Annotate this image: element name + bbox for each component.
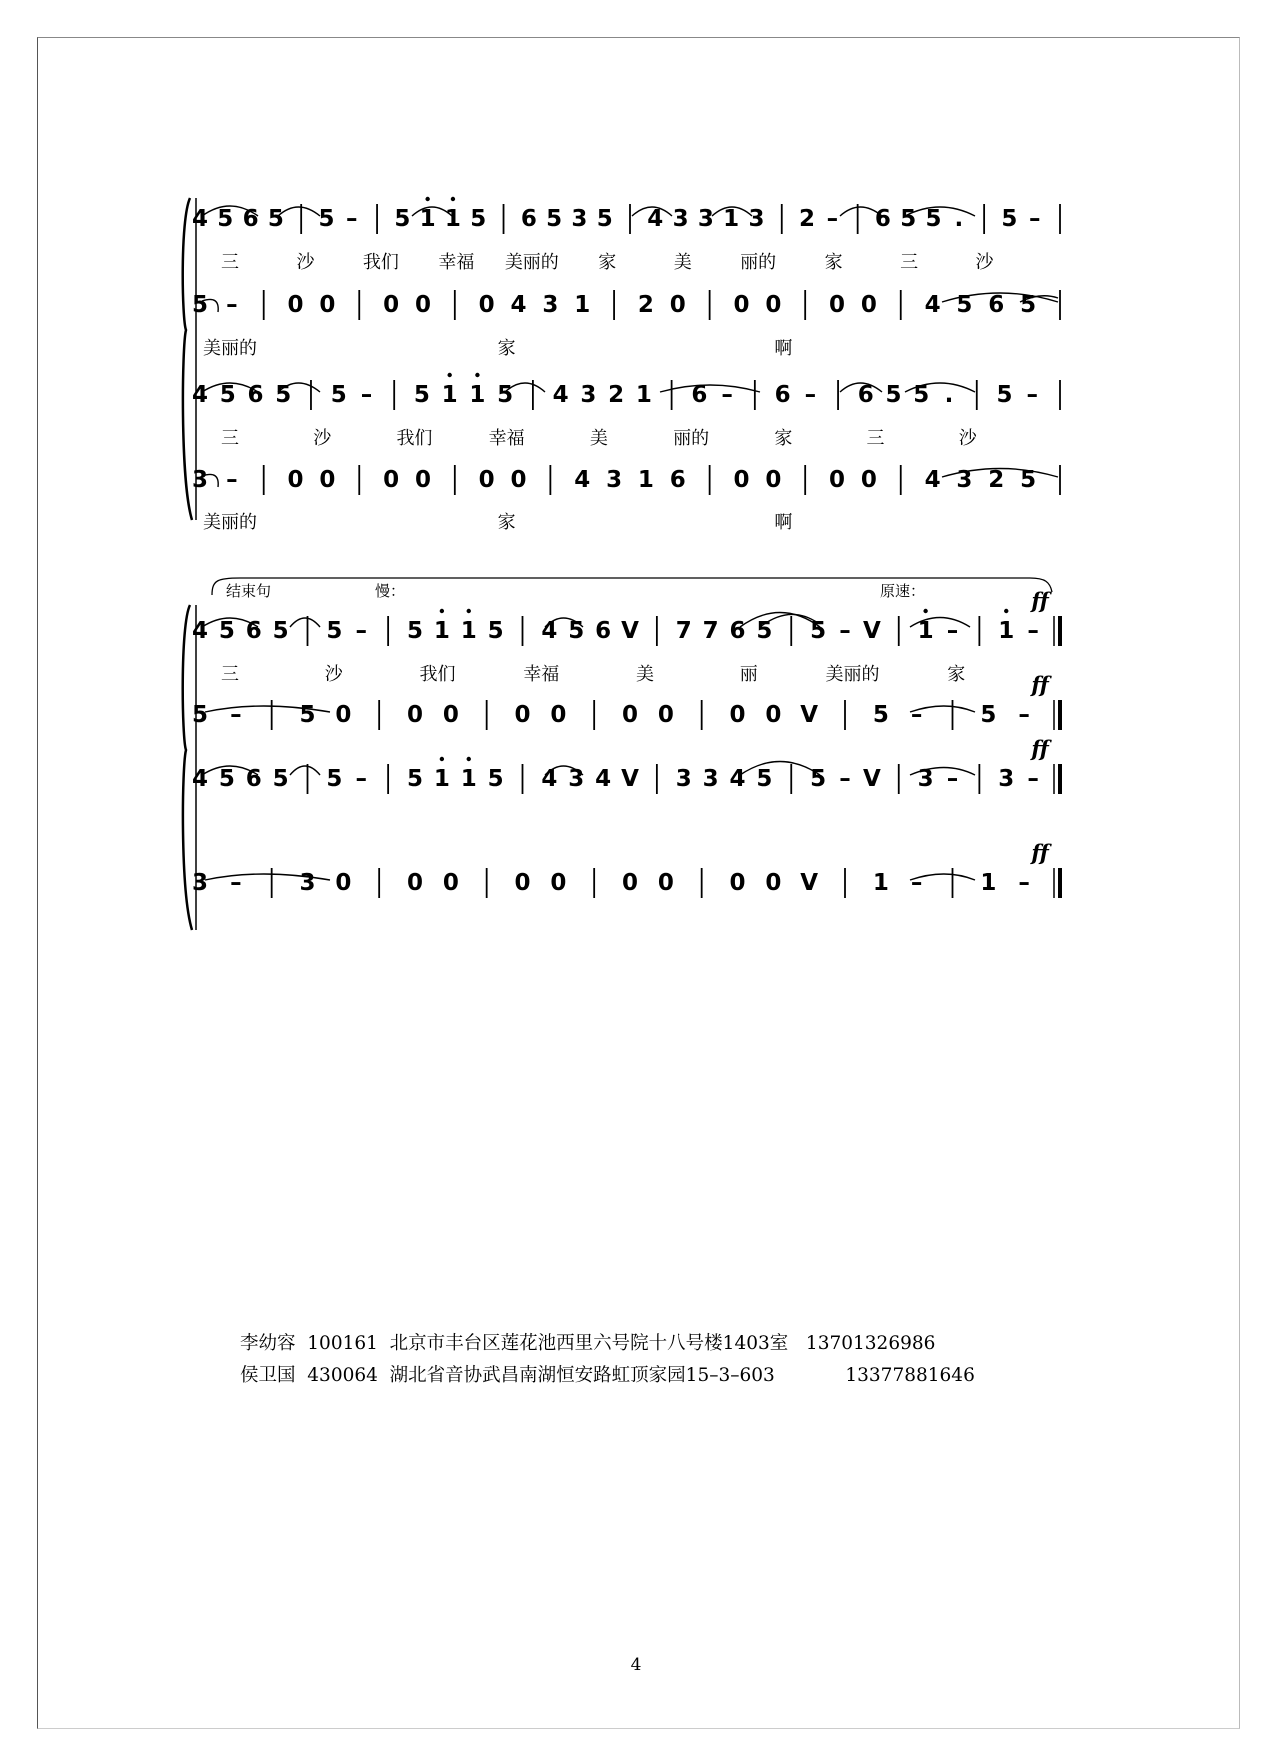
jianpu-note: – [839, 618, 851, 644]
jianpu-note: – [346, 206, 358, 232]
jianpu-note: 6 [729, 618, 746, 644]
jianpu-note: 0 [729, 702, 746, 728]
jianpu-note: 3 [697, 206, 714, 232]
jianpu-note: 3 [568, 766, 585, 792]
lyric: 美丽的 [825, 664, 880, 685]
jianpu-note: 1 [469, 382, 486, 408]
jianpu-note: 3 [672, 206, 689, 232]
jianpu-note: . [954, 206, 964, 232]
high-octave-dot [467, 757, 471, 761]
jianpu-note: 5 [900, 206, 917, 232]
jianpu-note: 5 [272, 766, 289, 792]
lyric: 我们 [362, 252, 399, 273]
jianpu-note: 5 [913, 382, 930, 408]
jianpu-note: V [621, 618, 639, 644]
jianpu-note: 0 [657, 702, 674, 728]
jianpu-note: 5 [487, 766, 504, 792]
jianpu-note: – [946, 766, 959, 792]
jianpu-note: 5 [406, 618, 424, 644]
jianpu-note: 2 [608, 382, 625, 408]
high-octave-dot [451, 197, 455, 201]
lyric: 家 [598, 252, 617, 273]
jianpu-note: 0 [765, 467, 782, 493]
lyric: 三 [900, 252, 919, 273]
jianpu-note: 5 [218, 766, 235, 792]
high-octave-dot [923, 609, 927, 613]
jianpu-note: – [1018, 870, 1030, 896]
jianpu-note: – [360, 382, 373, 408]
contact-2-address: 湖北省音协武昌南湖恒安路虹顶家园15–3–603 [389, 1365, 775, 1386]
contact-1-name: 李幼容 [240, 1333, 296, 1354]
jianpu-note: 0 [765, 292, 782, 318]
jianpu-note: 6 [247, 382, 264, 408]
jianpu-note: 5 [470, 206, 487, 232]
jianpu-note: 0 [510, 467, 527, 493]
jianpu-note: . [944, 382, 954, 408]
jianpu-note: 3 [299, 870, 316, 896]
lyric: 幸福 [488, 428, 525, 449]
dynamic-marking: ff [1031, 588, 1049, 613]
jianpu-note: 5 [996, 382, 1013, 408]
jianpu-note: 0 [335, 870, 352, 896]
jianpu-note: V [621, 766, 639, 792]
jianpu-note: 5 [872, 702, 889, 728]
jianpu-note: 5 [756, 766, 773, 792]
lyric: 啊 [774, 338, 793, 359]
jianpu-note: 1 [433, 766, 450, 792]
jianpu-note: 5 [218, 618, 235, 644]
jianpu-note: 0 [478, 467, 495, 493]
jianpu-note: 1 [460, 618, 477, 644]
jianpu-note: – [826, 206, 839, 232]
jianpu-note: 0 [860, 292, 877, 318]
jianpu-note: 1 [419, 206, 436, 232]
contact-2-phone: 13377881646 [845, 1365, 975, 1386]
contact-2-name: 侯卫国 [240, 1365, 296, 1386]
jianpu-note: 0 [442, 870, 459, 896]
jianpu-note: 2 [799, 206, 816, 232]
lyric: 家 [497, 338, 516, 359]
jianpu-note: – [721, 382, 733, 408]
lyric: 我们 [396, 428, 433, 449]
lyric: 丽的 [740, 252, 777, 273]
jianpu-note: 5 [299, 702, 316, 728]
jianpu-note: 4 [541, 766, 558, 792]
lyric: 三 [221, 252, 239, 273]
jianpu-note: 5 [810, 766, 827, 792]
lyric: 家 [774, 428, 793, 449]
jianpu-note: 7 [702, 618, 719, 644]
system-2-brace [183, 605, 192, 930]
jianpu-note: – [910, 702, 923, 728]
jianpu-note: – [1026, 382, 1039, 408]
jianpu-note: 4 [552, 382, 569, 408]
lyric: 沙 [324, 664, 343, 685]
notes-layer [192, 197, 1060, 898]
jianpu-note: 6 [242, 206, 259, 232]
jianpu-note: 5 [885, 382, 902, 408]
jianpu-note: 2 [988, 467, 1005, 493]
jianpu-note: 5 [275, 382, 292, 408]
jianpu-note: 0 [550, 870, 567, 896]
jianpu-note: 5 [756, 618, 773, 644]
high-octave-dot [425, 197, 429, 201]
lyric: 幸福 [438, 252, 475, 273]
jianpu-note: 4 [191, 382, 209, 408]
jianpu-note: 3 [917, 766, 934, 792]
jianpu-note: 4 [574, 467, 591, 493]
jianpu-note: 6 [988, 292, 1005, 318]
contact-1-postcode: 100161 [307, 1333, 378, 1354]
jianpu-note: 4 [924, 467, 941, 493]
system-1-brace [183, 198, 192, 520]
jianpu-note: 0 [829, 292, 846, 318]
jianpu-note: – [839, 766, 851, 792]
jianpu-note: V [862, 766, 881, 792]
jianpu-note: 3 [675, 766, 692, 792]
ending-bracket [212, 578, 1052, 595]
jianpu-note: 0 [829, 467, 846, 493]
dynamic-marking: ff [1031, 736, 1049, 761]
jianpu-note: 0 [765, 702, 782, 728]
jianpu-note: 5 [318, 206, 335, 232]
jianpu-note: 0 [414, 292, 431, 318]
ending-mark: 结束句 [226, 582, 272, 600]
jianpu-note: 3 [571, 206, 588, 232]
lyric: 沙 [975, 252, 994, 273]
jianpu-note: 1 [917, 618, 934, 644]
jianpu-note: 5 [546, 206, 563, 232]
jianpu-note: 0 [287, 467, 304, 493]
jianpu-note: 0 [729, 870, 746, 896]
jianpu-note: 5 [980, 702, 997, 728]
jianpu-note: 5 [330, 382, 347, 408]
jianpu-note: 0 [621, 870, 639, 896]
jianpu-note: 1 [635, 382, 652, 408]
contact-1-address: 北京市丰台区莲花池西里六号院十八号楼1403室 [389, 1333, 789, 1354]
jianpu-note: 5 [568, 618, 585, 644]
jianpu-note: 4 [647, 206, 664, 232]
jianpu-note: 1 [980, 870, 997, 896]
jianpu-note: 6 [774, 382, 791, 408]
jianpu-note: 0 [550, 702, 567, 728]
jianpu-note: 0 [514, 702, 531, 728]
jianpu-note: 5 [406, 766, 424, 792]
jianpu-note: 4 [541, 618, 558, 644]
jianpu-note: 4 [924, 292, 941, 318]
jianpu-note: 5 [413, 382, 430, 408]
jianpu-note: 0 [406, 870, 424, 896]
jianpu-note: 5 [217, 206, 234, 232]
jianpu-note: 4 [191, 618, 209, 644]
jianpu-note: 0 [319, 467, 336, 493]
lyric: 三 [221, 428, 239, 449]
jianpu-note: 5 [925, 206, 942, 232]
lyric: 沙 [958, 428, 977, 449]
contact-2-postcode: 430064 [307, 1365, 378, 1386]
jianpu-note: 3 [580, 382, 597, 408]
jianpu-note: 6 [691, 382, 708, 408]
jianpu-note: 3 [606, 467, 623, 493]
lyric: 家 [824, 252, 843, 273]
lyric: 三 [221, 664, 239, 685]
jianpu-note: 0 [765, 870, 782, 896]
jianpu-note: 5 [1001, 206, 1018, 232]
jianpu-note: 0 [287, 292, 304, 318]
jianpu-note: 1 [460, 766, 477, 792]
jianpu-note: 0 [442, 702, 459, 728]
jianpu-note: 5 [810, 618, 827, 644]
jianpu-note: 0 [514, 870, 531, 896]
jianpu-note: 4 [510, 292, 527, 318]
jianpu-note: 5 [1020, 292, 1037, 318]
jianpu-note: – [1027, 618, 1039, 644]
jianpu-note: 1 [872, 870, 889, 896]
high-octave-dot [1004, 609, 1008, 613]
jianpu-note: – [355, 618, 367, 644]
lyric: 美丽的 [203, 512, 257, 533]
jianpu-note: 6 [520, 206, 537, 232]
jianpu-note: 5 [326, 766, 343, 792]
jianpu-note: 0 [860, 467, 877, 493]
jianpu-note: 4 [729, 766, 746, 792]
jianpu-note: 4 [595, 766, 612, 792]
lyric: 沙 [313, 428, 332, 449]
jianpu-note: 3 [956, 467, 973, 493]
jianpu-note: 0 [335, 702, 352, 728]
dynamic-marking: ff [1031, 672, 1049, 697]
jianpu-note: 5 [326, 618, 343, 644]
jianpu-note: 1 [998, 618, 1015, 644]
jianpu-note: 3 [998, 766, 1015, 792]
contact-line-1 [240, 1329, 935, 1355]
jianpu-note: 1 [723, 206, 740, 232]
jianpu-note: 5 [272, 618, 289, 644]
jianpu-note: – [910, 870, 923, 896]
jianpu-note: – [226, 292, 238, 318]
jianpu-note: V [862, 618, 881, 644]
jianpu-note: 1 [444, 206, 461, 232]
jianpu-note: 0 [319, 292, 336, 318]
jianpu-note: 1 [574, 292, 591, 318]
jianpu-note: 0 [669, 292, 686, 318]
lyric: 家 [947, 664, 966, 685]
lyric: 我们 [419, 664, 456, 685]
slow-mark: 慢： [375, 582, 406, 600]
jianpu-note: – [804, 382, 817, 408]
jianpu-note: 7 [675, 618, 692, 644]
jianpu-note: V [800, 702, 819, 728]
lyric: 美丽的 [504, 252, 559, 273]
jianpu-note: 5 [487, 618, 504, 644]
high-octave-dot [467, 609, 471, 613]
jianpu-note: – [1018, 702, 1030, 728]
jianpu-note: – [230, 702, 242, 728]
dynamic-marking: ff [1031, 840, 1049, 865]
jianpu-note: 3 [191, 467, 209, 493]
jianpu-note: 5 [219, 382, 236, 408]
contact-line-2 [240, 1361, 975, 1387]
lyric: 啊 [774, 512, 793, 533]
contact-1-phone: 13701326986 [805, 1333, 936, 1354]
lyric: 沙 [296, 252, 315, 273]
jianpu-note: 5 [596, 206, 613, 232]
lyric: 美丽的 [203, 338, 257, 359]
jianpu-note: 0 [406, 702, 424, 728]
high-octave-dot [475, 373, 479, 377]
jianpu-note: – [355, 766, 367, 792]
lyric: 丽的 [673, 428, 710, 449]
lyric: 美 [589, 428, 608, 449]
jianpu-note: 3 [542, 292, 559, 318]
jianpu-note: 3 [702, 766, 719, 792]
jianpu-note: 5 [956, 292, 973, 318]
jianpu-note: 1 [637, 467, 654, 493]
jianpu-note: V [800, 870, 819, 896]
jianpu-note: 0 [414, 467, 431, 493]
page-number: 4 [630, 1655, 642, 1675]
jianpu-note: 6 [245, 618, 262, 644]
jianpu-note: 5 [1020, 467, 1037, 493]
jianpu-note: – [230, 870, 242, 896]
jianpu-note: 0 [733, 292, 750, 318]
jianpu-note: 3 [748, 206, 765, 232]
jianpu-note: 6 [874, 206, 891, 232]
jianpu-note: 0 [383, 292, 400, 318]
jianpu-note: 5 [191, 702, 209, 728]
jianpu-note: 2 [637, 292, 654, 318]
jianpu-note: 4 [191, 766, 209, 792]
jianpu-note: 0 [621, 702, 639, 728]
lyric: 美 [673, 252, 692, 273]
jianpu-note: – [1027, 766, 1039, 792]
jianpu-note: 6 [669, 467, 686, 493]
jianpu-note: – [946, 618, 959, 644]
jianpu-note: 1 [433, 618, 450, 644]
jianpu-note: – [1028, 206, 1041, 232]
jianpu-note: 0 [383, 467, 400, 493]
high-octave-dot [447, 373, 451, 377]
jianpu-note: 5 [497, 382, 514, 408]
jianpu-note: – [226, 467, 238, 493]
jianpu-note: 0 [478, 292, 495, 318]
jianpu-note: 4 [191, 206, 209, 232]
jianpu-note: 5 [267, 206, 284, 232]
jianpu-note: 5 [394, 206, 411, 232]
jianpu-note: 0 [733, 467, 750, 493]
lyric: 丽 [739, 664, 758, 685]
jianpu-note: 6 [595, 618, 612, 644]
jianpu-note: 6 [857, 382, 874, 408]
tempo-mark: 原速： [880, 582, 926, 600]
lyric: 美 [636, 664, 654, 685]
jianpu-note: 1 [441, 382, 458, 408]
jianpu-note: 6 [245, 766, 262, 792]
lyric: 三 [866, 428, 885, 449]
jianpu-note: 3 [191, 870, 209, 896]
lyric: 家 [497, 512, 516, 533]
high-octave-dot [440, 609, 444, 613]
high-octave-dot [440, 757, 444, 761]
lyric: 幸福 [523, 664, 560, 685]
jianpu-note: 5 [191, 292, 209, 318]
jianpu-note: 0 [657, 870, 674, 896]
